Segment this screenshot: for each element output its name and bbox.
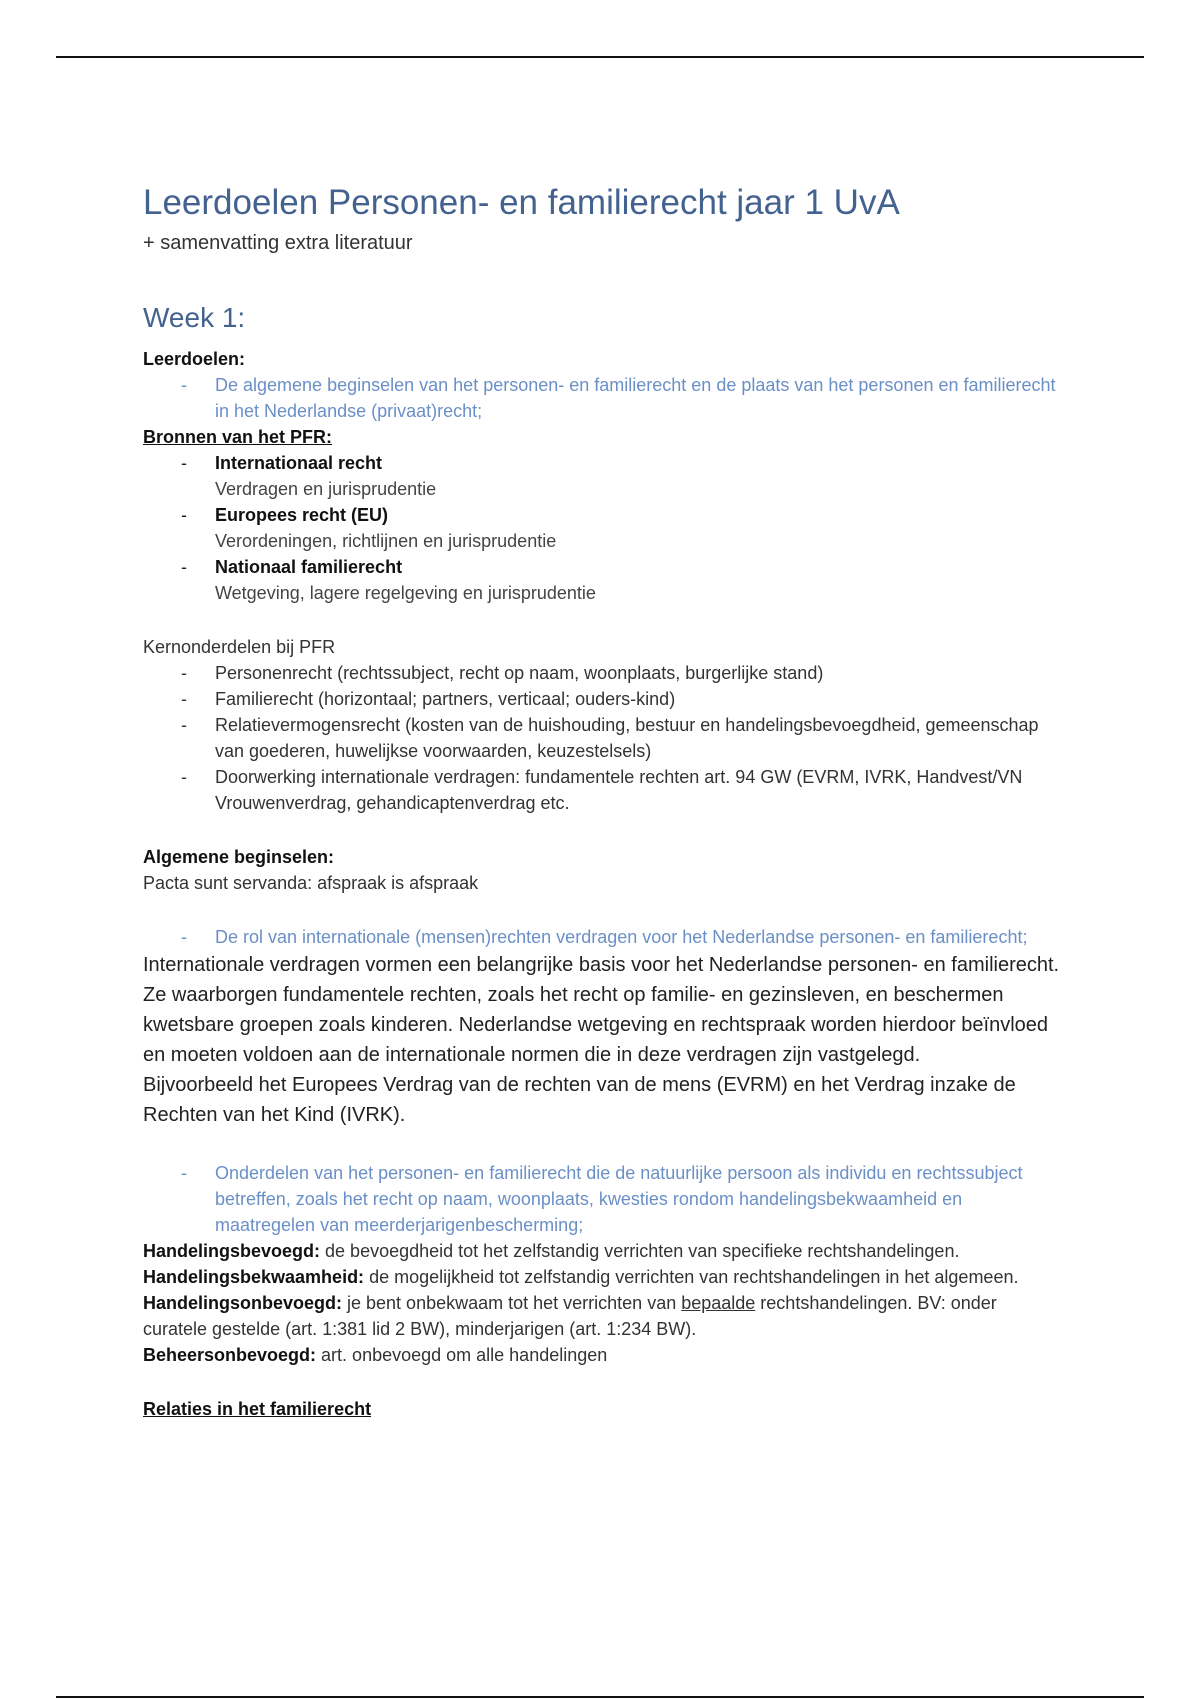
term: Handelingsonbevoegd: (143, 1293, 343, 1313)
spacer (143, 896, 1063, 924)
relaties-heading: Relaties in het familierecht (143, 1399, 372, 1419)
bron-title: Internationaal recht (215, 453, 383, 473)
definition-handelingsbekwaamheid (143, 1264, 1063, 1290)
leerdoelen-heading: Leerdoelen: (143, 349, 246, 369)
definition-text: de bevoegdheid tot het zelfstandig verrichten van specifieke rechtshandelingen. (320, 1241, 960, 1261)
list-item (143, 1160, 1063, 1238)
dash-bullet: - (181, 689, 187, 709)
list-item (143, 372, 1063, 424)
spacer (143, 606, 1063, 634)
leerdoel-text: De algemene beginselen van het personen- en familierecht en de plaats van het personen en familierecht in het Nederlandse (privaat)recht; (215, 375, 1056, 421)
term: Handelingsbekwaamheid: (143, 1267, 365, 1287)
dash-bullet: - (181, 927, 187, 947)
definition-handelingsbevoegd (143, 1238, 1063, 1264)
kern-list (143, 660, 1063, 816)
kern-item-text: Familierecht (horizontaal; partners, verticaal; ouders-kind) (215, 689, 676, 709)
bronnen-list (143, 450, 1063, 606)
dash-bullet: - (181, 715, 187, 735)
definition-text: de mogelijkheid tot zelfstandig verrichten van rechtshandelingen in het algemeen. (364, 1267, 1019, 1287)
week-heading: Week 1: (143, 302, 246, 333)
bron-desc: Verordeningen, richtlijnen en jurisprudentie (215, 531, 557, 551)
spacer (143, 1130, 1063, 1160)
bron-desc: Verdragen en jurisprudentie (215, 479, 437, 499)
list-item (143, 924, 1063, 950)
kern-item-text: Doorwerking internationale verdragen: fundamentele rechten art. 94 GW (EVRM, IVRK, Handvest/VN Vrouwenverdrag, gehandicaptenverdrag etc. (215, 767, 1023, 813)
bron-desc: Wetgeving, lagere regelgeving en jurisprudentie (215, 583, 596, 603)
onderdelen-item-text: Onderdelen van het personen- en familierecht die de natuurlijke persoon als individu en rechtssubject betreffen, zoals het recht op naam, woonplaats, kwesties rondom handelingsbekwaamheid en maatregelen van meerderjarigenbescherming; (215, 1163, 1023, 1235)
dash-bullet: - (181, 453, 187, 473)
term: Handelingsbevoegd: (143, 1241, 321, 1261)
kern-heading: Kernonderdelen bij PFR (143, 637, 336, 657)
leerdoelen-list (143, 372, 1063, 424)
definition-text: art. onbevoegd om alle handelingen (316, 1345, 608, 1365)
beginselen-text: Pacta sunt servanda: afspraak is afspraak (143, 873, 479, 893)
onderdelen-list (143, 1160, 1063, 1238)
dash-bullet: - (181, 505, 187, 525)
kern-item-text: Personenrecht (rechtssubject, recht op naam, woonplaats, burgerlijke stand) (215, 663, 824, 683)
rol-list (143, 924, 1063, 950)
bron-title: Europees recht (EU) (215, 505, 389, 525)
spacer (143, 816, 1063, 844)
list-item (143, 450, 1063, 502)
document-subtitle: + samenvatting extra literatuur (143, 232, 413, 254)
rol-item-text: De rol van internationale (mensen)rechten verdragen voor het Nederlandse personen- en familierecht; (215, 927, 1028, 947)
rol-paragraph: Internationale verdragen vormen een belangrijke basis voor het Nederlandse personen- en familierecht. Ze waarborgen fundamentele rechten, zoals het recht op familie- en gezinsleven, en beschermen kwetsbare groepen zoals kinderen. Nederlandse wetgeving en rechtspraak worden hierdoor beïnvloed en moeten voldoen aan de internationale normen die in deze verdragen zijn vastgelegd. (143, 954, 1060, 1066)
dash-bullet: - (181, 767, 187, 787)
list-item (143, 554, 1063, 606)
list-item (143, 686, 1063, 712)
dash-bullet: - (181, 375, 187, 395)
bottom-rule (56, 1696, 1144, 1698)
underlined-word: bepaalde (681, 1293, 756, 1313)
term: Beheersonbevoegd: (143, 1345, 317, 1365)
document-title: Leerdoelen Personen- en familierecht jaar 1 UvA (143, 183, 900, 222)
list-item (143, 712, 1063, 764)
definition-beheersonbevoegd (143, 1342, 1063, 1368)
bronnen-heading: Bronnen van het PFR: (143, 427, 333, 447)
definition-text: je bent onbekwaam tot het verrichten van (342, 1293, 682, 1313)
spacer (143, 1368, 1063, 1396)
dash-bullet: - (181, 1163, 187, 1183)
rol-example: Bijvoorbeeld het Europees Verdrag van de rechten van de mens (EVRM) en het Verdrag inzake de Rechten van het Kind (IVRK). (143, 1074, 1016, 1126)
definition-text: rechtshandelingen. BV: onder curatele gestelde (art. 1:381 lid 2 BW), minderjarigen (art. 1:234 BW). (143, 1293, 997, 1339)
dash-bullet: - (181, 663, 187, 683)
definition-handelingsonbevoegd (143, 1290, 1063, 1342)
kern-item-text: Relatievermogensrecht (kosten van de huishouding, bestuur en handelingsbevoegdheid, gemeenschap van goederen, huwelijkse voorwaarden, keuzestelsels) (215, 715, 1039, 761)
bron-title: Nationaal familierecht (215, 557, 403, 577)
list-item (143, 502, 1063, 554)
document-body (143, 180, 1063, 1422)
beginselen-heading: Algemene beginselen: (143, 847, 335, 867)
dash-bullet: - (181, 557, 187, 577)
list-item (143, 764, 1063, 816)
top-rule (56, 56, 1144, 58)
list-item (143, 660, 1063, 686)
